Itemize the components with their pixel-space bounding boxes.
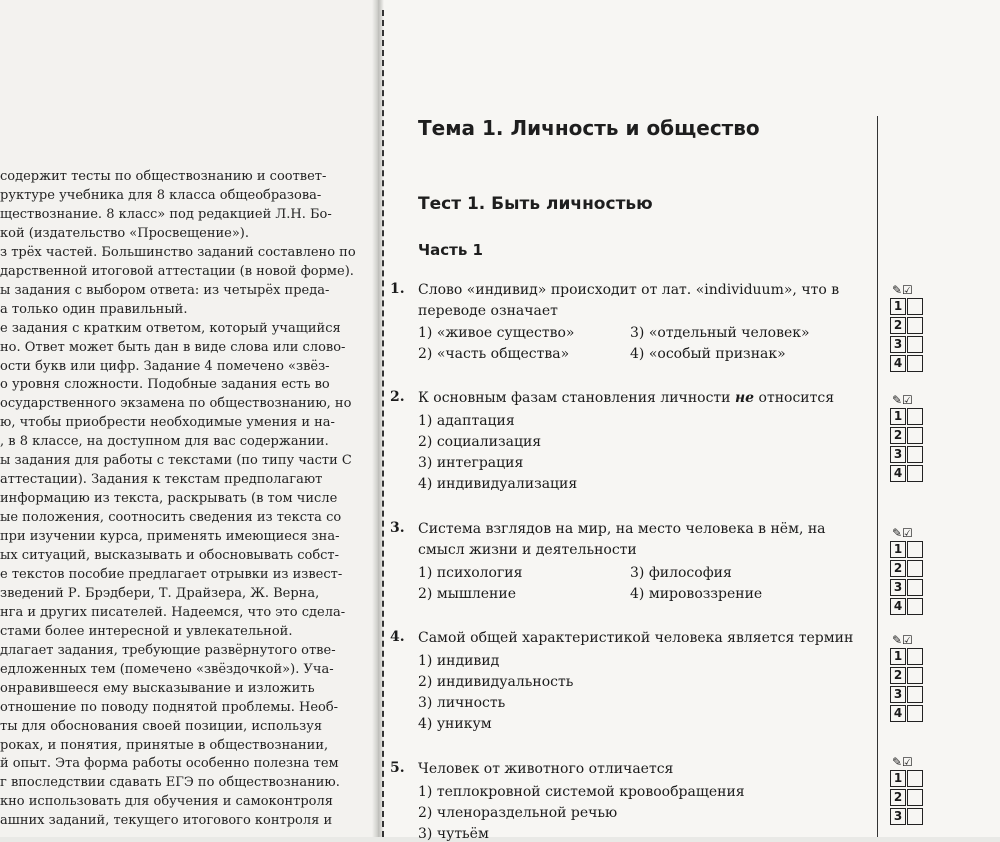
answer-row xyxy=(890,446,930,465)
answer-number: 3 xyxy=(890,336,906,353)
answer-mark-icon: ✎☑ xyxy=(892,526,913,540)
question-text: Слово «индивид» происходит от лат. «individuum», что в переводе означает xyxy=(418,282,840,319)
left-page-line: ашних заданий, текущего итогового контроля и xyxy=(0,813,333,829)
answer-row xyxy=(890,541,930,560)
left-page-line: й опыт. Эта форма работы особенно полезна тем xyxy=(0,756,339,772)
answer-checkbox[interactable] xyxy=(907,789,923,806)
answer-option: 1) индивид xyxy=(418,653,500,669)
answer-number: 4 xyxy=(890,598,906,615)
answer-row xyxy=(890,598,930,617)
left-page-line: осударственного экзамена по обществознанию, но xyxy=(0,396,352,412)
answer-option: 3) философия xyxy=(630,565,732,581)
answer-number: 1 xyxy=(890,298,906,315)
answer-row xyxy=(890,579,930,598)
answer-mark-icon: ✎☑ xyxy=(892,755,913,769)
answer-number: 1 xyxy=(890,541,906,558)
answer-number: 1 xyxy=(890,770,906,787)
answer-checkbox[interactable] xyxy=(907,355,923,372)
answer-number: 2 xyxy=(890,317,906,334)
answer-option: 3) «отдельный человек» xyxy=(630,325,810,341)
answer-checkbox[interactable] xyxy=(907,667,923,684)
answer-row xyxy=(890,560,930,579)
answer-checkbox[interactable] xyxy=(907,427,923,444)
answer-checkbox[interactable] xyxy=(907,317,923,334)
question-text-part: относится xyxy=(754,390,835,406)
answer-number: 3 xyxy=(890,579,906,596)
left-page-line: роках, и понятия, принятые в обществознании, xyxy=(0,737,329,753)
answer-number: 1 xyxy=(890,408,906,425)
test-title: Тест 1. Быть личностью xyxy=(418,194,653,214)
answer-number: 4 xyxy=(890,355,906,372)
answer-checkbox[interactable] xyxy=(907,560,923,577)
answer-number: 2 xyxy=(890,427,906,444)
left-page-line: г впоследствии сдавать ЕГЭ по обществознанию. xyxy=(0,775,340,791)
answer-option: 3) интеграция xyxy=(418,455,524,471)
left-page-line: длагает задания, требующие развёрнутого отве- xyxy=(0,642,336,658)
left-page-line: а только один правильный. xyxy=(0,301,188,317)
question-text: Человек от животного отличается xyxy=(418,761,674,777)
answer-checkbox[interactable] xyxy=(907,579,923,596)
part-title: Часть 1 xyxy=(418,241,483,259)
answer-checkbox[interactable] xyxy=(907,465,923,482)
answer-option: 2) «часть общества» xyxy=(418,346,570,362)
answer-number: 4 xyxy=(890,705,906,722)
left-page-line: содержит тесты по обществознанию и соответ- xyxy=(0,169,327,184)
answer-option: 4) индивидуализация xyxy=(418,476,578,492)
answer-option: 1) «живое существо» xyxy=(418,325,575,341)
answer-row xyxy=(890,648,930,667)
answer-option: 4) «особый признак» xyxy=(630,346,786,362)
answer-number: 3 xyxy=(890,686,906,703)
answer-option: 2) мышление xyxy=(418,586,516,602)
left-page xyxy=(0,0,372,837)
left-page-line: ых ситуаций, высказывать и обосновывать собст- xyxy=(0,548,340,563)
answer-checkbox[interactable] xyxy=(907,336,923,353)
question-number: 5. xyxy=(390,760,405,776)
left-page-line: информацию из текста, раскрывать (в том числе xyxy=(0,491,338,507)
left-page-line: но. Ответ может быть дан в виде слова или слово- xyxy=(0,339,346,355)
answer-mark-icon: ✎☑ xyxy=(892,633,913,647)
answer-option: 4) мировоззрение xyxy=(630,586,763,602)
answer-option: 3) чутьём xyxy=(418,826,489,842)
answer-checkbox[interactable] xyxy=(907,686,923,703)
answer-column-divider xyxy=(877,116,878,837)
answer-row xyxy=(890,465,930,484)
left-page-line: ществознание. 8 класс» под редакцией Л.Н. Бо- xyxy=(0,206,332,222)
answer-number: 3 xyxy=(890,808,906,825)
left-page-line: о уровня сложности. Подобные задания есть во xyxy=(0,377,330,393)
left-page-line: ы задания для работы с текстами (по типу части С xyxy=(0,453,352,469)
question-number: 3. xyxy=(390,520,405,536)
question-text: Система взглядов на мир, на место человека в нём, на смысл жизни и деятельности xyxy=(418,521,826,558)
left-page-line: нга и других писателей. Надеемся, что это сдела- xyxy=(0,604,346,620)
left-page-line: ые положения, соотносить сведения из текста со xyxy=(0,510,342,526)
answer-checkbox[interactable] xyxy=(907,770,923,787)
answer-row xyxy=(890,408,930,427)
left-page-line: кно использовать для обучения и самоконтроля xyxy=(0,794,333,810)
left-page-line: ости букв или цифр. Задание 4 помечено «звёз- xyxy=(0,358,330,374)
left-page-line: руктуре учебника для 8 класса общеобразова- xyxy=(0,187,322,203)
left-page-line: аттестации). Задания к текстам предполагают xyxy=(0,472,323,488)
left-page-line: ю, чтобы приобрести необходимые умения и на- xyxy=(0,415,335,431)
left-page-line: е задания с кратким ответом, который учащийся xyxy=(0,320,341,336)
answer-option: 3) личность xyxy=(418,695,506,711)
answer-option: 2) членораздельной речью xyxy=(418,805,618,821)
answer-mark-icon: ✎☑ xyxy=(892,283,913,297)
answer-checkbox[interactable] xyxy=(907,541,923,558)
answer-number: 3 xyxy=(890,446,906,463)
answer-number: 4 xyxy=(890,465,906,482)
answer-row xyxy=(890,336,930,355)
answer-number: 2 xyxy=(890,667,906,684)
left-page-line: при изучении курса, применять имеющиеся зна- xyxy=(0,529,340,545)
answer-number: 1 xyxy=(890,648,906,665)
answer-checkbox[interactable] xyxy=(907,648,923,665)
left-page-line: отношение по поводу поднятой проблемы. Необ- xyxy=(0,699,339,715)
answer-checkbox[interactable] xyxy=(907,598,923,615)
answer-option: 4) уникум xyxy=(418,716,492,732)
cut-line-divider xyxy=(382,10,384,837)
left-page-line: дарственной итоговой аттестации (в новой форме). xyxy=(0,263,354,279)
left-page-line: ты для обоснования своей позиции, используя xyxy=(0,718,323,734)
answer-row xyxy=(890,667,930,686)
answer-row xyxy=(890,427,930,446)
question-text-emphasis: не xyxy=(734,390,755,406)
answer-row xyxy=(890,705,930,724)
answer-number: 2 xyxy=(890,789,906,806)
left-page-line: е текстов пособие предлагает отрывки из извест- xyxy=(0,566,343,582)
left-page-line: з трёх частей. Большинство заданий составлено по xyxy=(0,244,356,260)
answer-number: 2 xyxy=(890,560,906,577)
left-page-line: , в 8 классе, на доступном для вас содержании. xyxy=(0,434,329,450)
question-text-part: К основным фазам становления личности xyxy=(418,390,735,406)
answer-row xyxy=(890,355,930,374)
answer-option: 1) психология xyxy=(418,565,523,581)
question-text xyxy=(418,388,874,409)
answer-row xyxy=(890,298,930,317)
answer-row xyxy=(890,770,930,789)
left-page-line: едложенных тем (помечено «звёздочкой»). Уча- xyxy=(0,661,334,677)
answer-checkbox[interactable] xyxy=(907,446,923,463)
answer-checkbox[interactable] xyxy=(907,408,923,425)
answer-option: 2) индивидуальность xyxy=(418,674,574,690)
answer-row xyxy=(890,789,930,808)
answer-checkbox[interactable] xyxy=(907,298,923,315)
answer-checkbox[interactable] xyxy=(907,705,923,722)
left-page-line: стами более интересной и увлекательной. xyxy=(0,623,293,639)
left-page-line: кой (издательство «Просвещение»). xyxy=(0,225,249,241)
question-text: Самой общей характеристикой человека является термин xyxy=(418,630,854,646)
answer-row xyxy=(890,686,930,705)
left-page-line: зведений Р. Брэдбери, Т. Драйзера, Ж. Верна, xyxy=(0,585,320,601)
question-number: 1. xyxy=(390,281,405,297)
left-page-line: онравившееся ему высказывание и изложить xyxy=(0,680,315,696)
answer-mark-icon: ✎☑ xyxy=(892,393,913,407)
answer-row xyxy=(890,808,930,827)
answer-option: 2) социализация xyxy=(418,434,542,450)
answer-checkbox[interactable] xyxy=(907,808,923,825)
answer-option: 1) теплокровной системой кровообращения xyxy=(418,784,745,800)
answer-option: 1) адаптация xyxy=(418,413,515,429)
answer-row xyxy=(890,317,930,336)
question-number: 4. xyxy=(390,629,405,645)
question-number: 2. xyxy=(390,389,405,405)
left-page-line: ы задания с выбором ответа: из четырёх предa- xyxy=(0,282,330,298)
topic-title: Тема 1. Личность и общество xyxy=(418,116,760,140)
